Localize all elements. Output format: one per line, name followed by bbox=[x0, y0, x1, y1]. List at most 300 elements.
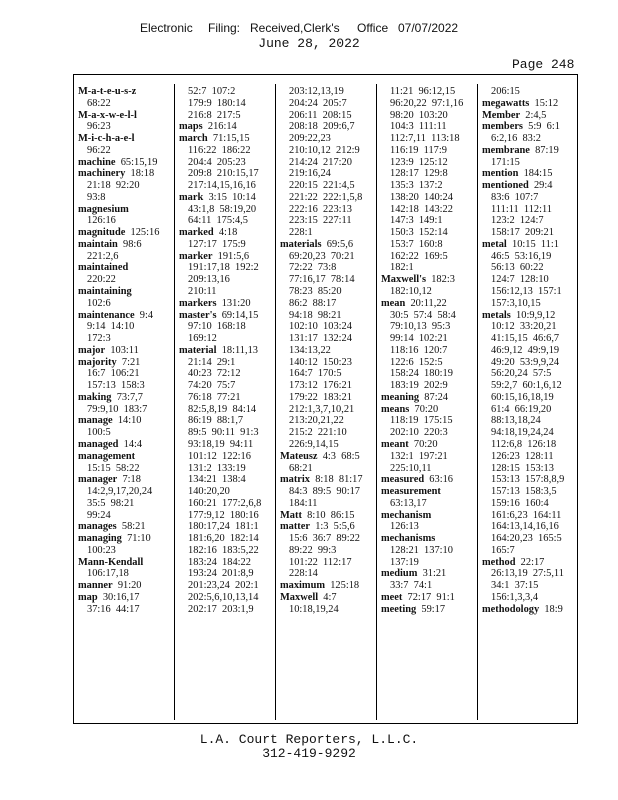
index-refs: 131:20 bbox=[216, 297, 251, 309]
index-refs: 18:18 bbox=[125, 168, 155, 180]
index-continuation: 88:13,18,24 bbox=[491, 415, 541, 427]
index-term: metal bbox=[482, 238, 507, 250]
index-continuation: 61:4 66:19,20 bbox=[491, 403, 552, 415]
index-entry bbox=[179, 251, 273, 263]
index-term: mention bbox=[482, 168, 519, 180]
index-continuation: 134:13,22 bbox=[289, 344, 331, 356]
index-continuation: 131:2 133:19 bbox=[188, 462, 246, 474]
index-continuation: 15:6 36:7 89:22 bbox=[289, 533, 361, 545]
index-continuation: 116:19 117:9 bbox=[390, 144, 447, 156]
index-continuation: 96:23 bbox=[87, 121, 111, 133]
index-continuation: 135:3 137:2 bbox=[390, 180, 443, 192]
index-continuation: 118:16 120:7 bbox=[390, 344, 448, 356]
index-entry bbox=[482, 121, 576, 133]
index-continuation: 94:18 98:21 bbox=[289, 309, 342, 321]
index-continuation: 165:7 bbox=[491, 544, 515, 556]
index-continuation: 153:13 157:8,8,9 bbox=[491, 474, 565, 486]
index-refs: 8:18 81:17 bbox=[310, 474, 363, 486]
index-term: M-i-c-h-a-e-l bbox=[78, 133, 135, 145]
index-continuation: 35:5 98:21 bbox=[87, 497, 135, 509]
index-continuation: 41:15,15 46:6,7 bbox=[491, 333, 560, 345]
index-continuation: 140:20,20 bbox=[188, 486, 230, 498]
index-continuation: 83:6 107:7 bbox=[491, 191, 539, 203]
index-continuation: 128:15 153:13 bbox=[491, 462, 554, 474]
index-refs: 71:15,15 bbox=[207, 133, 250, 145]
index-continuation: 173:12 176:21 bbox=[289, 380, 352, 392]
column-divider bbox=[275, 84, 276, 720]
index-continuation: 40:23 72:12 bbox=[188, 368, 241, 380]
index-column-4 bbox=[381, 86, 475, 615]
index-term: members bbox=[482, 121, 523, 133]
index-refs: 125:16 bbox=[125, 227, 160, 239]
index-continuation: 140:12 150:23 bbox=[289, 356, 352, 368]
index-term: magnesium bbox=[78, 203, 129, 215]
index-entry bbox=[179, 298, 273, 310]
index-entry bbox=[482, 557, 576, 569]
index-continuation: 182:1 bbox=[390, 262, 414, 274]
index-refs: 216:14 bbox=[202, 121, 237, 133]
index-entry bbox=[78, 580, 172, 592]
index-entry bbox=[482, 180, 576, 192]
column-divider bbox=[376, 84, 377, 720]
index-entry bbox=[280, 239, 374, 251]
index-continuation: 172:3 bbox=[87, 333, 111, 345]
index-continuation: 226:9,14,15 bbox=[289, 438, 339, 450]
footer-phone: 312-419-9292 bbox=[262, 746, 356, 761]
index-refs: 4:18 bbox=[213, 227, 238, 239]
index-continuation: 147:3 149:1 bbox=[390, 215, 443, 227]
index-continuation: 158:24 180:19 bbox=[390, 368, 453, 380]
index-continuation: 11:21 96:12,15 bbox=[390, 86, 456, 97]
index-continuation: 26:13,19 27:5,11 bbox=[491, 568, 564, 580]
index-entry bbox=[482, 239, 576, 251]
index-continuation: 220:22 bbox=[87, 274, 116, 286]
index-continuation: 209:8 210:15,17 bbox=[188, 168, 259, 180]
index-entry bbox=[179, 133, 273, 145]
index-refs: 20:11,22 bbox=[405, 297, 447, 309]
index-refs: 4:7 bbox=[318, 591, 337, 603]
index-continuation: 98:20 103:20 bbox=[390, 109, 448, 121]
index-entry bbox=[482, 168, 576, 180]
index-term: Maxwell's bbox=[381, 274, 427, 286]
index-term: marked bbox=[179, 227, 214, 239]
index-term: maintain bbox=[78, 238, 118, 250]
index-term: medium bbox=[381, 568, 418, 580]
index-continuation: 208:18 209:6,7 bbox=[289, 121, 355, 133]
index-continuation: 99:14 102:21 bbox=[390, 333, 448, 345]
index-entry bbox=[381, 604, 475, 616]
index-continuation: 77:16,17 78:14 bbox=[289, 274, 355, 286]
column-divider bbox=[174, 84, 175, 720]
index-continuation: 46:9,12 49:9,19 bbox=[491, 344, 560, 356]
index-refs: 7:18 bbox=[117, 474, 141, 486]
index-term: marker bbox=[179, 250, 213, 262]
index-continuation: 222:16 223:13 bbox=[289, 203, 352, 215]
index-term: matrix bbox=[280, 474, 311, 486]
index-term: manage bbox=[78, 415, 113, 427]
index-term: membrane bbox=[482, 144, 530, 156]
index-term: M-a-x-w-e-l-l bbox=[78, 109, 137, 121]
index-entry bbox=[78, 439, 172, 451]
index-continuation: 132:1 197:21 bbox=[390, 450, 448, 462]
index-entry bbox=[381, 298, 475, 310]
index-continuation: 33:7 74:1 bbox=[390, 580, 433, 592]
index-refs: 98:6 bbox=[117, 238, 142, 250]
index-term: meaning bbox=[381, 391, 420, 403]
index-continuation: 68:22 bbox=[87, 97, 111, 109]
index-entry bbox=[482, 310, 576, 322]
index-continuation: 171:15 bbox=[491, 156, 520, 168]
index-continuation: 126:13 bbox=[390, 521, 419, 533]
index-entry bbox=[78, 415, 172, 427]
index-refs: 14:10 bbox=[112, 415, 142, 427]
index-term: magnitude bbox=[78, 227, 126, 239]
index-term: maintaining bbox=[78, 286, 132, 298]
index-refs: 1:3 5:5,6 bbox=[310, 521, 355, 533]
index-continuation: 183:19 202:9 bbox=[390, 380, 448, 392]
index-continuation: 124:7 128:10 bbox=[491, 274, 549, 286]
index-continuation: 79:9,10 183:7 bbox=[87, 403, 148, 415]
index-continuation: 159:16 160:4 bbox=[491, 497, 549, 509]
index-term: managed bbox=[78, 438, 119, 450]
index-continuation: 102:10 103:24 bbox=[289, 321, 352, 333]
index-term: manages bbox=[78, 521, 117, 533]
index-continuation: 79:10,13 95:3 bbox=[390, 321, 451, 333]
index-refs: 125:18 bbox=[325, 580, 360, 592]
index-term: meet bbox=[381, 591, 403, 603]
index-entry bbox=[179, 310, 273, 322]
index-refs: 2:4,5 bbox=[520, 109, 547, 121]
index-continuation: 142:18 143:22 bbox=[390, 203, 453, 215]
index-term: manager bbox=[78, 474, 118, 486]
index-continuation: 215:2 221:10 bbox=[289, 427, 347, 439]
index-refs: 70:20 bbox=[409, 403, 439, 415]
index-continuation: 206:11 208:15 bbox=[289, 109, 352, 121]
index-continuation: 202:5,6,10,13,14 bbox=[188, 591, 259, 603]
index-continuation: 118:19 175:15 bbox=[390, 415, 453, 427]
index-term: manner bbox=[78, 580, 113, 592]
filing-date: 07/07/2022 bbox=[398, 21, 459, 35]
index-entry bbox=[78, 110, 172, 122]
index-continuation: 104:3 111:11 bbox=[390, 121, 447, 133]
index-entry bbox=[482, 98, 576, 110]
footer-company: L.A. Court Reporters, L.L.C. bbox=[199, 732, 419, 747]
index-entry bbox=[179, 345, 273, 357]
index-term: methodology bbox=[482, 603, 540, 615]
index-term: mentioned bbox=[482, 180, 529, 192]
index-refs: 8:10 86:15 bbox=[301, 509, 355, 521]
index-continuation: 123:2 124:7 bbox=[491, 215, 544, 227]
filing-office: Office bbox=[357, 21, 389, 35]
index-term: megawatts bbox=[482, 97, 530, 109]
index-continuation: 223:15 227:11 bbox=[289, 215, 352, 227]
index-refs: 71:10 bbox=[121, 533, 151, 545]
index-continuation: 63:13,17 bbox=[390, 497, 427, 509]
index-term: maintenance bbox=[78, 309, 135, 321]
index-entry bbox=[482, 110, 576, 122]
index-refs: 70:20 bbox=[408, 438, 438, 450]
index-continuation: 164:7 170:5 bbox=[289, 368, 342, 380]
index-entry bbox=[78, 227, 172, 239]
index-column-3 bbox=[280, 86, 374, 615]
index-continuation: 220:15 221:4,5 bbox=[289, 180, 355, 192]
index-entry bbox=[78, 168, 172, 180]
index-continuation: 204:4 205:23 bbox=[188, 156, 246, 168]
index-column-5 bbox=[482, 86, 576, 615]
index-continuation: 184:11 bbox=[289, 497, 318, 509]
index-continuation: 202:10 220:3 bbox=[390, 427, 448, 439]
index-continuation: 6:2,16 83:2 bbox=[491, 133, 541, 145]
index-refs: 9:4 bbox=[134, 309, 154, 321]
index-refs: 15:12 bbox=[529, 97, 559, 109]
index-term: metals bbox=[482, 309, 511, 321]
index-entry bbox=[78, 557, 172, 569]
page-number: Page 248 bbox=[512, 57, 575, 72]
index-entry bbox=[381, 439, 475, 451]
index-refs: 103:11 bbox=[105, 344, 139, 356]
index-continuation: 212:1,3,7,10,21 bbox=[289, 403, 355, 415]
index-entry bbox=[280, 510, 374, 522]
index-continuation: 84:3 89:5 90:17 bbox=[289, 486, 361, 498]
index-term: meeting bbox=[381, 603, 417, 615]
index-continuation: 9:14 14:10 bbox=[87, 321, 135, 333]
index-refs: 5:9 6:1 bbox=[522, 121, 560, 133]
index-term: making bbox=[78, 391, 112, 403]
index-term: matter bbox=[280, 521, 310, 533]
index-entry bbox=[381, 392, 475, 404]
index-continuation: 10:18,19,24 bbox=[289, 603, 339, 615]
index-refs: 69:5,6 bbox=[321, 238, 354, 250]
index-continuation: 138:20 140:24 bbox=[390, 191, 453, 203]
index-continuation: 191:17,18 192:2 bbox=[188, 262, 259, 274]
index-term: managing bbox=[78, 533, 122, 545]
index-continuation: 21:18 92:20 bbox=[87, 180, 140, 192]
index-term: Mann-Kendall bbox=[78, 556, 144, 568]
index-continuation: 216:8 217:5 bbox=[188, 109, 241, 121]
index-continuation: 96:20,22 97:1,16 bbox=[390, 97, 464, 109]
index-refs: 18:11,13 bbox=[216, 344, 258, 356]
index-continuation: 86:19 88:1,7 bbox=[188, 415, 244, 427]
index-entry bbox=[381, 568, 475, 580]
index-continuation: 182:16 183:5,22 bbox=[188, 544, 259, 556]
index-continuation: 126:23 128:11 bbox=[491, 450, 554, 462]
index-continuation: 99:24 bbox=[87, 509, 111, 521]
index-continuation: 64:11 175:4,5 bbox=[188, 215, 248, 227]
index-continuation: 116:22 186:22 bbox=[188, 144, 251, 156]
index-continuation: 14:2,9,17,20,24 bbox=[87, 486, 153, 498]
index-term: means bbox=[381, 403, 410, 415]
index-continuation: 72:22 73:8 bbox=[289, 262, 337, 274]
index-continuation: 157:13 158:3 bbox=[87, 380, 145, 392]
index-continuation: 94:18,19,24,24 bbox=[491, 427, 554, 439]
index-term: Maxwell bbox=[280, 591, 319, 603]
index-entry bbox=[179, 121, 273, 133]
index-continuation: 228:1 bbox=[289, 227, 313, 239]
index-continuation: 30:5 57:4 58:4 bbox=[390, 309, 456, 321]
index-refs: 59:17 bbox=[416, 603, 446, 615]
index-continuation: 204:24 205:7 bbox=[289, 97, 347, 109]
column-divider bbox=[477, 84, 478, 720]
index-entry bbox=[381, 274, 475, 286]
index-refs: 73:7,7 bbox=[111, 391, 143, 403]
index-continuation: 112:7,11 113:18 bbox=[390, 133, 460, 145]
index-continuation: 102:6 bbox=[87, 297, 111, 309]
index-entry bbox=[381, 533, 475, 545]
index-continuation: 15:15 58:22 bbox=[87, 462, 140, 474]
index-continuation: 74:20 75:7 bbox=[188, 380, 236, 392]
page-footer bbox=[0, 733, 618, 761]
index-entry bbox=[482, 604, 576, 616]
index-term: meant bbox=[381, 438, 409, 450]
index-term: Matt bbox=[280, 509, 302, 521]
index-continuation: 157:3,10,15 bbox=[491, 297, 541, 309]
index-continuation: 180:17,24 181:1 bbox=[188, 521, 259, 533]
index-continuation: 46:5 53:16,19 bbox=[491, 250, 552, 262]
index-refs: 10:9,9,12 bbox=[510, 309, 556, 321]
index-continuation: 59:2,7 60:1,6,12 bbox=[491, 380, 562, 392]
index-entry bbox=[78, 474, 172, 486]
index-continuation: 10:12 33:20,21 bbox=[491, 321, 557, 333]
index-entry bbox=[381, 404, 475, 416]
index-refs: 182:3 bbox=[426, 274, 455, 286]
index-continuation: 182:10,12 bbox=[390, 286, 432, 298]
index-continuation: 126:16 bbox=[87, 215, 116, 227]
index-continuation: 210:10,12 212:9 bbox=[289, 144, 360, 156]
index-continuation: 209:22,23 bbox=[289, 133, 331, 145]
index-entry bbox=[381, 486, 475, 498]
index-continuation: 206:15 bbox=[491, 86, 520, 97]
index-refs: 63:16 bbox=[424, 474, 453, 486]
index-entry bbox=[280, 521, 374, 533]
index-entry bbox=[482, 145, 576, 157]
index-continuation: 128:17 129:8 bbox=[390, 168, 448, 180]
index-refs: 65:15,19 bbox=[115, 156, 158, 168]
index-continuation: 221:22 222:1,5,8 bbox=[289, 191, 363, 203]
index-term: measured bbox=[381, 474, 425, 486]
index-continuation: 49:20 53:9,9,24 bbox=[491, 356, 560, 368]
index-refs: 3:15 10:14 bbox=[203, 191, 256, 203]
index-term: Member bbox=[482, 109, 521, 121]
index-continuation: 201:23,24 202:1 bbox=[188, 580, 259, 592]
index-continuation: 97:10 168:18 bbox=[188, 321, 246, 333]
index-continuation: 179:9 180:14 bbox=[188, 97, 246, 109]
filing-label: Filing: bbox=[208, 21, 241, 35]
index-entry bbox=[381, 474, 475, 486]
index-continuation: 69:20,23 70:21 bbox=[289, 250, 355, 262]
index-entry bbox=[78, 86, 172, 98]
index-entry bbox=[280, 474, 374, 486]
index-continuation: 210:11 bbox=[188, 286, 217, 298]
index-term: machine bbox=[78, 156, 116, 168]
index-continuation: 111:11 112:11 bbox=[491, 203, 552, 215]
index-term: mechanism bbox=[381, 509, 432, 521]
index-continuation: 217:14,15,16,16 bbox=[188, 180, 256, 192]
index-continuation: 225:10,11 bbox=[390, 462, 432, 474]
index-refs: 22:17 bbox=[515, 556, 545, 568]
index-continuation: 127:17 175:9 bbox=[188, 238, 246, 250]
index-continuation: 128:21 137:10 bbox=[390, 544, 453, 556]
index-continuation: 93:8 bbox=[87, 191, 106, 203]
index-term: management bbox=[78, 450, 136, 462]
index-entry bbox=[78, 345, 172, 357]
index-continuation: 158:17 209:21 bbox=[491, 227, 554, 239]
index-continuation: 214:24 217:20 bbox=[289, 156, 352, 168]
index-entry bbox=[179, 192, 273, 204]
index-term: maps bbox=[179, 121, 203, 133]
index-continuation: 101:12 122:16 bbox=[188, 450, 251, 462]
index-continuation: 122:6 152:5 bbox=[390, 356, 443, 368]
index-continuation: 60:15,16,18,19 bbox=[491, 391, 554, 403]
index-entry bbox=[78, 157, 172, 169]
index-continuation: 177:9,12 180:16 bbox=[188, 509, 259, 521]
index-entry bbox=[280, 592, 374, 604]
index-refs: 87:19 bbox=[529, 144, 559, 156]
index-continuation: 100:23 bbox=[87, 544, 116, 556]
index-continuation: 228:14 bbox=[289, 568, 318, 580]
index-refs: 7:21 bbox=[116, 356, 141, 368]
index-term: march bbox=[179, 133, 208, 145]
index-refs: 14:4 bbox=[118, 438, 143, 450]
index-continuation: 137:19 bbox=[390, 556, 419, 568]
index-term: master's bbox=[179, 309, 217, 321]
index-continuation: 153:7 160:8 bbox=[390, 238, 443, 250]
index-refs: 87:24 bbox=[419, 391, 448, 403]
index-entry bbox=[78, 239, 172, 251]
index-entry bbox=[78, 521, 172, 533]
index-continuation: 56:13 60:22 bbox=[491, 262, 544, 274]
index-entry bbox=[381, 510, 475, 522]
index-continuation: 21:14 29:1 bbox=[188, 356, 236, 368]
index-term: maintained bbox=[78, 262, 129, 274]
index-continuation: 179:22 183:21 bbox=[289, 391, 352, 403]
index-continuation: 181:6,20 182:14 bbox=[188, 533, 259, 545]
index-continuation: 213:20,21,22 bbox=[289, 415, 344, 427]
index-refs: 72:17 91:1 bbox=[402, 591, 455, 603]
index-entry bbox=[78, 133, 172, 145]
index-continuation: 164:20,23 165:5 bbox=[491, 533, 562, 545]
index-continuation: 16:7 106:21 bbox=[87, 368, 140, 380]
index-continuation: 89:5 90:11 91:3 bbox=[188, 427, 259, 439]
index-term: mean bbox=[381, 297, 406, 309]
index-continuation: 86:2 88:17 bbox=[289, 297, 337, 309]
index-entry bbox=[179, 227, 273, 239]
index-refs: 10:15 11:1 bbox=[506, 238, 559, 250]
index-continuation: 56:20,24 57:5 bbox=[491, 368, 552, 380]
index-entry bbox=[78, 392, 172, 404]
index-continuation: 112:6,8 126:18 bbox=[491, 438, 557, 450]
index-continuation: 78:23 85:20 bbox=[289, 286, 342, 298]
index-refs: 29:4 bbox=[528, 180, 553, 192]
index-continuation: 93:18,19 94:11 bbox=[188, 438, 254, 450]
index-continuation: 123:9 125:12 bbox=[390, 156, 448, 168]
index-entry bbox=[78, 451, 172, 463]
index-continuation: 164:13,14,16,16 bbox=[491, 521, 559, 533]
index-refs: 184:15 bbox=[518, 168, 553, 180]
index-term: material bbox=[179, 344, 217, 356]
index-entry bbox=[280, 451, 374, 463]
index-continuation: 156:1,3,3,4 bbox=[491, 591, 539, 603]
index-term: major bbox=[78, 344, 106, 356]
index-continuation: 37:16 44:17 bbox=[87, 603, 140, 615]
index-continuation: 202:17 203:1,9 bbox=[188, 603, 254, 615]
index-entry bbox=[78, 592, 172, 604]
index-refs: 191:5,6 bbox=[212, 250, 250, 262]
index-term: M-a-t-e-u-s-z bbox=[78, 86, 137, 97]
index-continuation: 209:13,16 bbox=[188, 274, 230, 286]
index-continuation: 134:21 138:4 bbox=[188, 474, 246, 486]
index-continuation: 82:5,8,19 84:14 bbox=[188, 403, 257, 415]
index-continuation: 68:21 bbox=[289, 462, 313, 474]
